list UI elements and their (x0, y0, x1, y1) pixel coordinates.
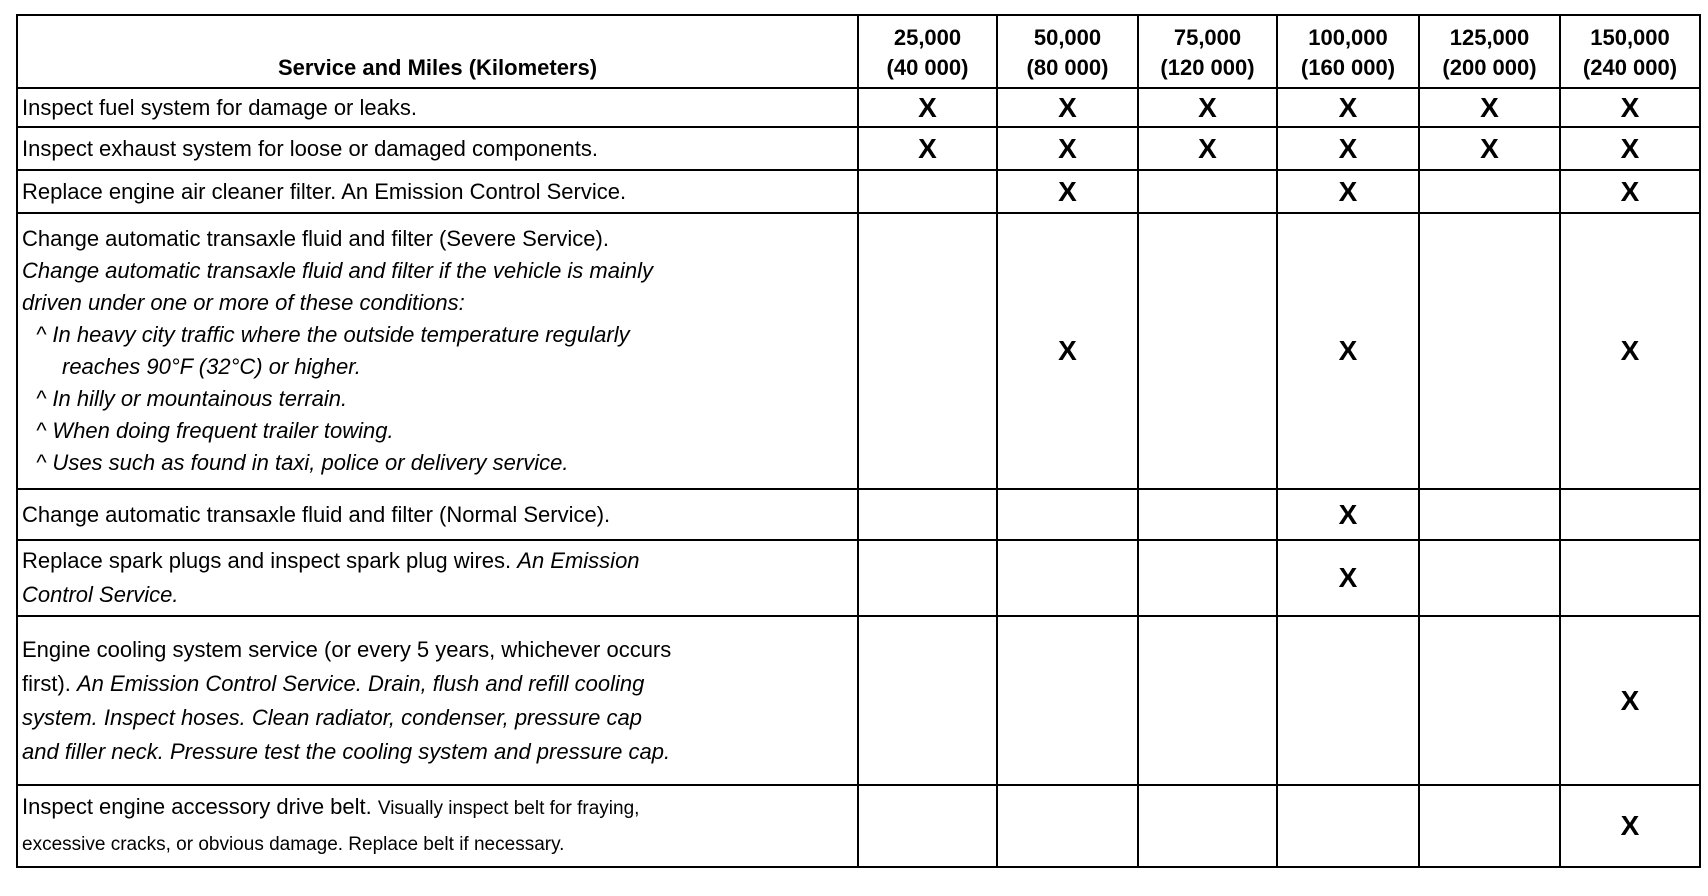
interval-cell (858, 785, 997, 867)
interval-cell (1277, 213, 1419, 489)
interval-km: (120 000) (1160, 55, 1255, 80)
interval-cell (1419, 127, 1560, 170)
interval-cell (1138, 213, 1277, 489)
interval-cell (1277, 170, 1419, 213)
description-text: Change automatic transaxle fluid and filter (Normal Service). (22, 501, 611, 527)
service-due-mark: X (1620, 91, 1640, 123)
service-due-mark: X (1338, 91, 1358, 123)
service-due-mark: X (1480, 132, 1499, 164)
description-text: Replace engine air cleaner filter. An Emission Control Service. (22, 178, 627, 204)
description-line (22, 255, 853, 287)
description-text: An Emission (517, 548, 640, 573)
description-line (22, 383, 853, 415)
interval-cell (1138, 616, 1277, 785)
interval-cell (1277, 127, 1419, 170)
description-line (22, 544, 853, 578)
service-due-mark: X (1480, 91, 1499, 123)
interval-cell (1138, 489, 1277, 540)
description-line (22, 447, 853, 479)
interval-km: (240 000) (1582, 55, 1678, 80)
interval-cell (1277, 785, 1419, 867)
service-due-mark: X (1620, 335, 1640, 366)
description-line (22, 578, 853, 612)
description-line (22, 790, 853, 826)
maintenance-schedule-table (16, 14, 1701, 868)
description-text: ^ When doing frequent trailer towing. (36, 418, 394, 443)
interval-cell (1560, 170, 1700, 213)
service-description (17, 88, 858, 127)
service-due-mark: X (1198, 132, 1217, 164)
description-text: Inspect exhaust system for loose or damaged components. (22, 135, 598, 161)
description-text: Change automatic transaxle fluid and filter if the vehicle is mainly (22, 258, 653, 283)
interval-cell (1560, 616, 1700, 785)
interval-cell (1419, 785, 1560, 867)
interval-cell (1560, 489, 1700, 540)
interval-cell (1560, 213, 1700, 489)
description-line (22, 667, 853, 701)
description-text: reaches 90°F (32°C) or higher. (62, 354, 361, 379)
description-text: Change automatic transaxle fluid and filter (Severe Service). (22, 226, 609, 251)
table-row (17, 213, 1700, 489)
interval-cell (1138, 170, 1277, 213)
service-due-mark: X (1198, 91, 1217, 123)
interval-cell (997, 540, 1138, 616)
description-text: Control Service. (22, 582, 179, 607)
description-text: Engine cooling system service (or every 5 years, whichever occurs (22, 636, 672, 662)
interval-column-header (1419, 15, 1560, 88)
interval-column-header (1138, 15, 1277, 88)
interval-cell (1277, 540, 1419, 616)
description-text: Replace spark plugs and inspect spark plug wires. (22, 548, 518, 573)
interval-column-header (1277, 15, 1419, 88)
interval-miles: 100,000 (1308, 25, 1388, 50)
description-text: first). (22, 670, 77, 696)
description-line (22, 287, 853, 319)
interval-miles: 150,000 (1590, 25, 1670, 50)
service-due-mark: X (918, 91, 937, 123)
interval-cell (1560, 785, 1700, 867)
interval-cell (997, 489, 1138, 540)
table-row (17, 540, 1700, 616)
interval-cell (858, 213, 997, 489)
description-text: ^ In heavy city traffic where the outside temperature regularly (36, 322, 630, 347)
description-line (22, 415, 853, 447)
service-due-mark: X (1338, 175, 1358, 207)
description-line (22, 175, 853, 209)
interval-cell (1277, 616, 1419, 785)
service-description (17, 489, 858, 540)
interval-cell (1560, 540, 1700, 616)
description-line (22, 319, 853, 351)
service-due-mark: X (918, 132, 937, 164)
interval-cell (997, 127, 1138, 170)
service-description (17, 213, 858, 489)
interval-cell (858, 616, 997, 785)
interval-cell (1277, 489, 1419, 540)
description-text: driven under one or more of these conditions: (22, 290, 465, 315)
interval-cell (1419, 540, 1560, 616)
interval-cell (1419, 213, 1560, 489)
interval-cell (1138, 127, 1277, 170)
interval-cell (997, 170, 1138, 213)
interval-column-header (997, 15, 1138, 88)
description-text: system. Inspect hoses. Clean radiator, condenser, pressure cap (22, 704, 642, 730)
interval-cell (997, 616, 1138, 785)
service-description (17, 127, 858, 170)
interval-cell (1419, 489, 1560, 540)
interval-cell (997, 88, 1138, 127)
service-due-mark: X (1058, 132, 1077, 164)
service-due-mark: X (1620, 175, 1640, 207)
interval-cell (858, 540, 997, 616)
service-due-mark: X (1058, 335, 1077, 366)
description-line (22, 351, 853, 383)
interval-km: (160 000) (1300, 55, 1396, 80)
interval-cell (1419, 170, 1560, 213)
service-due-mark: X (1620, 684, 1640, 716)
service-description (17, 540, 858, 616)
interval-cell (1560, 88, 1700, 127)
description-text: ^ Uses such as found in taxi, police or delivery service. (36, 450, 569, 475)
service-due-mark: X (1338, 562, 1358, 593)
service-due-mark: X (1058, 175, 1077, 207)
table-row (17, 616, 1700, 785)
interval-cell (1138, 88, 1277, 127)
service-column-header: Service and Miles (Kilometers) (17, 15, 858, 88)
table-row (17, 88, 1700, 127)
service-due-mark: X (1058, 91, 1077, 123)
description-text: Visually inspect belt for fraying, (377, 798, 640, 819)
interval-cell (1560, 127, 1700, 170)
interval-cell (858, 489, 997, 540)
interval-cell (858, 127, 997, 170)
description-text: and filler neck. Pressure test the cooling system and pressure cap. (22, 738, 671, 764)
description-text: excessive cracks, or obvious damage. Replace belt if necessary. (22, 834, 565, 855)
description-text: Inspect fuel system for damage or leaks. (22, 94, 417, 120)
interval-km: (200 000) (1442, 55, 1537, 80)
interval-cell (997, 785, 1138, 867)
interval-cell (1138, 540, 1277, 616)
service-due-mark: X (1338, 335, 1358, 366)
description-text: ^ In hilly or mountainous terrain. (36, 386, 348, 411)
table-row (17, 127, 1700, 170)
service-due-mark: X (1620, 132, 1640, 164)
service-description (17, 785, 858, 867)
description-line (22, 701, 853, 735)
description-line (22, 826, 853, 862)
interval-miles: 50,000 (1033, 25, 1102, 50)
interval-cell (1419, 88, 1560, 127)
description-line (22, 132, 853, 166)
interval-cell (858, 170, 997, 213)
description-line (22, 498, 853, 532)
description-line (22, 223, 853, 255)
header-row (17, 15, 1700, 88)
service-description (17, 170, 858, 213)
service-description (17, 616, 858, 785)
description-line (22, 91, 853, 125)
service-due-mark: X (1338, 132, 1358, 164)
interval-column-header (858, 15, 997, 88)
service-due-mark: X (1338, 498, 1358, 530)
interval-cell (1138, 785, 1277, 867)
table-row (17, 170, 1700, 213)
description-line (22, 735, 853, 769)
interval-cell (1277, 88, 1419, 127)
interval-km: (40 000) (886, 55, 969, 80)
interval-column-header (1560, 15, 1700, 88)
description-line (22, 633, 853, 667)
table-row (17, 785, 1700, 867)
interval-miles: 25,000 (893, 25, 962, 50)
interval-cell (997, 213, 1138, 489)
interval-cell (1419, 616, 1560, 785)
description-text: An Emission Control Service. Drain, flush and refill cooling (77, 670, 645, 696)
description-text: Inspect engine accessory drive belt. (22, 794, 378, 819)
service-due-mark: X (1620, 810, 1640, 841)
interval-km: (80 000) (1026, 55, 1109, 80)
interval-cell (858, 88, 997, 127)
interval-miles: 75,000 (1173, 25, 1242, 50)
table-row (17, 489, 1700, 540)
interval-miles: 125,000 (1449, 25, 1530, 50)
